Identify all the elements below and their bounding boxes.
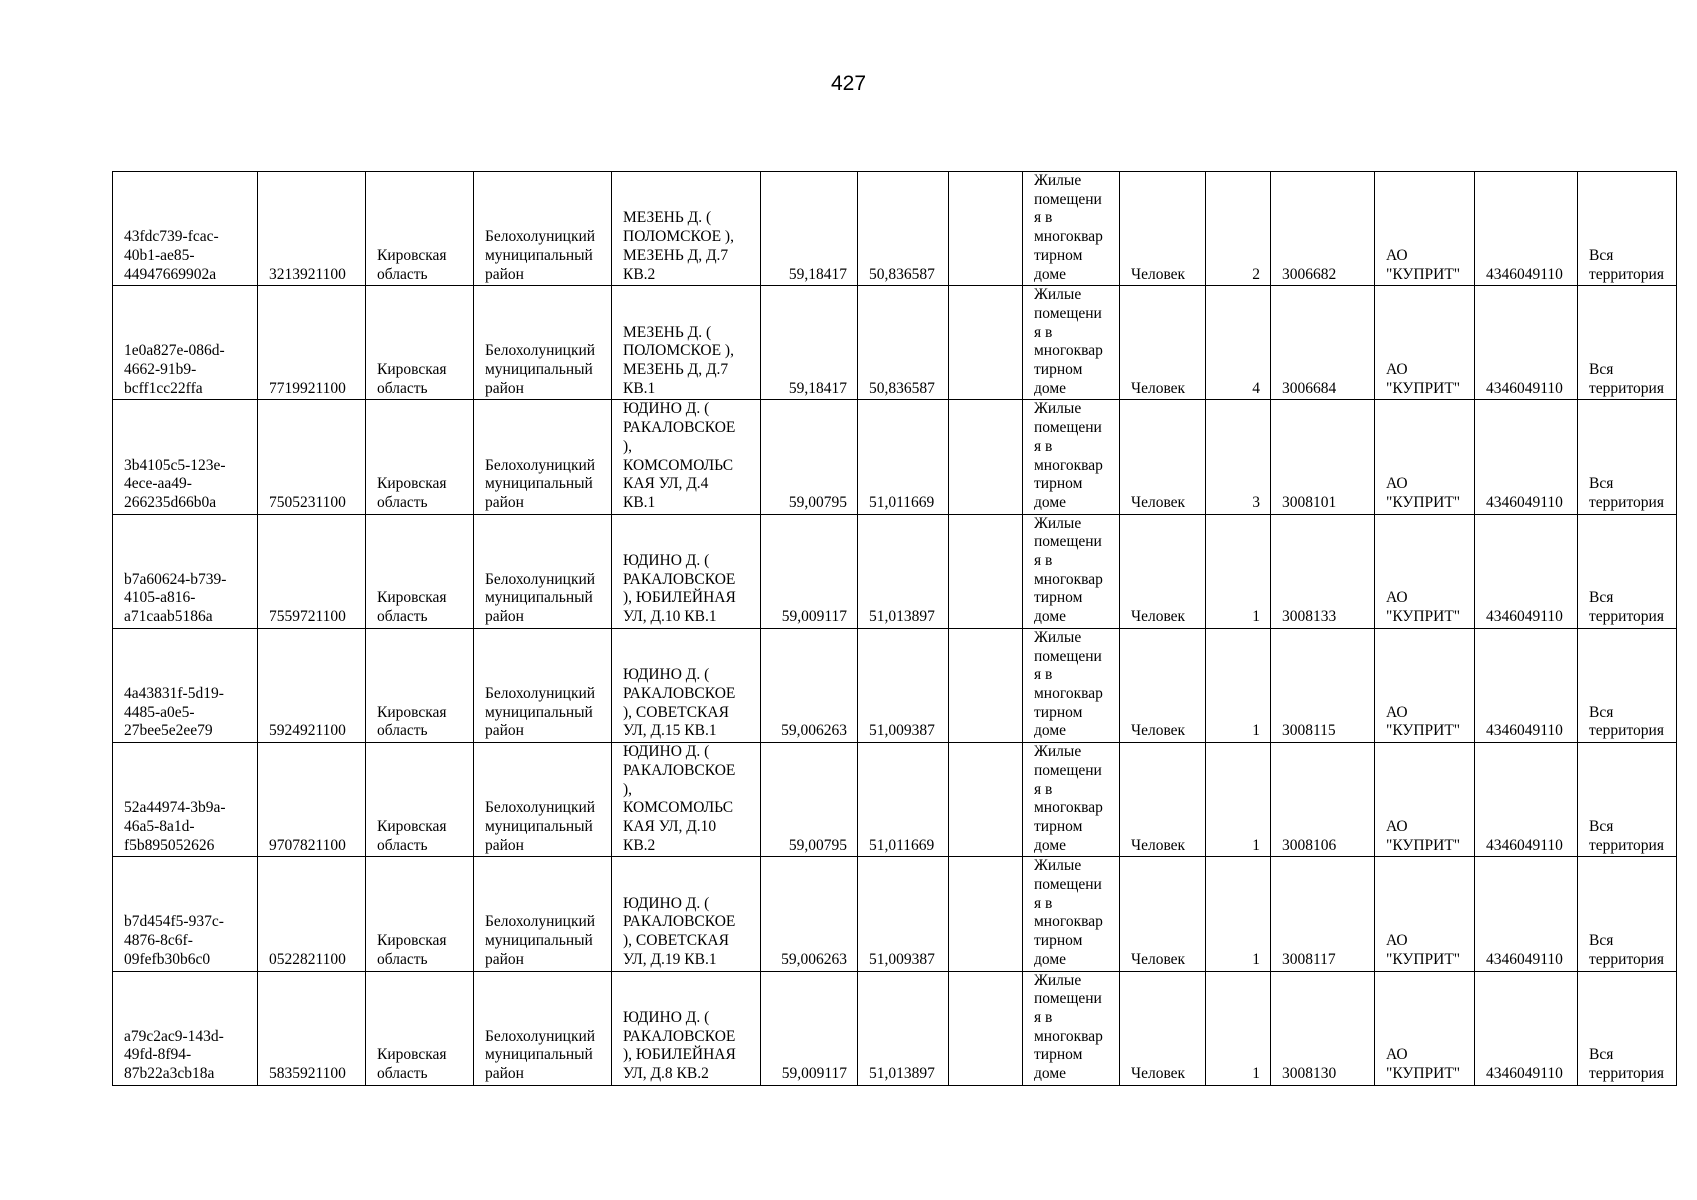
address-cell: ЮДИНО Д. ( РАКАЛОВСКОЕ ), ЮБИЛЕЙНАЯ УЛ, Д.10 КВ.1: [612, 514, 761, 628]
empty-cell: [949, 628, 1023, 742]
inn-cell: 4346049110: [1475, 971, 1578, 1085]
address-cell: ЮДИНО Д. ( РАКАЛОВСКОЕ ), СОВЕТСКАЯ УЛ, Д.15 КВ.1: [612, 628, 761, 742]
table-body: [113, 172, 1677, 1086]
district-cell: Белохолуницкий муниципальный район: [474, 400, 612, 514]
record-id-cell: b7a60624-b739- 4105-a816- a71caab5186a: [113, 514, 258, 628]
oktmo-code-cell: 3213921100: [258, 172, 366, 286]
inn-cell: 4346049110: [1475, 743, 1578, 857]
latitude-cell: 59,00795: [761, 400, 858, 514]
oktmo-code-cell: 0522821100: [258, 857, 366, 971]
premises-type-cell: Жилые помещени я в многоквар тирном доме: [1023, 172, 1120, 286]
record-id-cell: 4a43831f-5d19- 4485-a0e5- 27bee5e2ee79: [113, 628, 258, 742]
district-cell: Белохолуницкий муниципальный район: [474, 857, 612, 971]
longitude-cell: 51,013897: [858, 971, 949, 1085]
unit-cell: Человек: [1120, 628, 1206, 742]
district-cell: Белохолуницкий муниципальный район: [474, 286, 612, 400]
latitude-cell: 59,009117: [761, 971, 858, 1085]
territory-cell: Вся территория: [1578, 286, 1677, 400]
region-cell: Кировская область: [366, 172, 474, 286]
organization-cell: АО "КУПРИТ": [1375, 514, 1475, 628]
record-id-cell: 3b4105c5-123e- 4ece-aa49- 266235d66b0a: [113, 400, 258, 514]
territory-cell: Вся территория: [1578, 400, 1677, 514]
unit-cell: Человек: [1120, 514, 1206, 628]
premises-type-cell: Жилые помещени я в многоквар тирном доме: [1023, 628, 1120, 742]
oktmo-code-cell: 9707821100: [258, 743, 366, 857]
district-cell: Белохолуницкий муниципальный район: [474, 172, 612, 286]
record-id-cell: b7d454f5-937c- 4876-8c6f- 09fefb30b6c0: [113, 857, 258, 971]
table-row: [113, 743, 1677, 857]
inn-cell: 4346049110: [1475, 172, 1578, 286]
district-cell: Белохолуницкий муниципальный район: [474, 971, 612, 1085]
oktmo-code-cell: 7505231100: [258, 400, 366, 514]
longitude-cell: 51,011669: [858, 400, 949, 514]
record-id-cell: 43fdc739-fcac- 40b1-ae85- 44947669902a: [113, 172, 258, 286]
premises-type-cell: Жилые помещени я в многоквар тирном доме: [1023, 743, 1120, 857]
premises-type-cell: Жилые помещени я в многоквар тирном доме: [1023, 514, 1120, 628]
organization-cell: АО "КУПРИТ": [1375, 172, 1475, 286]
latitude-cell: 59,009117: [761, 514, 858, 628]
page-number: 427: [830, 72, 867, 95]
premises-type-cell: Жилые помещени я в многоквар тирном доме: [1023, 857, 1120, 971]
latitude-cell: 59,006263: [761, 628, 858, 742]
record-id-cell: a79c2ac9-143d- 49fd-8f94- 87b22a3cb18a: [113, 971, 258, 1085]
account-number-cell: 3008117: [1271, 857, 1375, 971]
organization-cell: АО "КУПРИТ": [1375, 628, 1475, 742]
count-cell: 1: [1206, 514, 1271, 628]
inn-cell: 4346049110: [1475, 400, 1578, 514]
unit-cell: Человек: [1120, 857, 1206, 971]
account-number-cell: 3006682: [1271, 172, 1375, 286]
region-cell: Кировская область: [366, 628, 474, 742]
registry-table: [112, 171, 1677, 1086]
region-cell: Кировская область: [366, 971, 474, 1085]
unit-cell: Человек: [1120, 971, 1206, 1085]
organization-cell: АО "КУПРИТ": [1375, 971, 1475, 1085]
address-cell: ЮДИНО Д. ( РАКАЛОВСКОЕ ), КОМСОМОЛЬС КАЯ УЛ, Д.10 КВ.2: [612, 743, 761, 857]
count-cell: 1: [1206, 857, 1271, 971]
account-number-cell: 3008115: [1271, 628, 1375, 742]
empty-cell: [949, 286, 1023, 400]
table-row: [113, 628, 1677, 742]
empty-cell: [949, 400, 1023, 514]
organization-cell: АО "КУПРИТ": [1375, 286, 1475, 400]
account-number-cell: 3006684: [1271, 286, 1375, 400]
organization-cell: АО "КУПРИТ": [1375, 857, 1475, 971]
oktmo-code-cell: 5835921100: [258, 971, 366, 1085]
latitude-cell: 59,00795: [761, 743, 858, 857]
longitude-cell: 50,836587: [858, 172, 949, 286]
empty-cell: [949, 172, 1023, 286]
latitude-cell: 59,18417: [761, 286, 858, 400]
longitude-cell: 51,009387: [858, 628, 949, 742]
region-cell: Кировская область: [366, 743, 474, 857]
premises-type-cell: Жилые помещени я в многоквар тирном доме: [1023, 400, 1120, 514]
region-cell: Кировская область: [366, 286, 474, 400]
district-cell: Белохолуницкий муниципальный район: [474, 514, 612, 628]
count-cell: 4: [1206, 286, 1271, 400]
longitude-cell: 51,009387: [858, 857, 949, 971]
table-row: [113, 172, 1677, 286]
district-cell: Белохолуницкий муниципальный район: [474, 628, 612, 742]
account-number-cell: 3008101: [1271, 400, 1375, 514]
territory-cell: Вся территория: [1578, 857, 1677, 971]
latitude-cell: 59,006263: [761, 857, 858, 971]
account-number-cell: 3008106: [1271, 743, 1375, 857]
table-row: [113, 400, 1677, 514]
address-cell: МЕЗЕНЬ Д. ( ПОЛОМСКОЕ ), МЕЗЕНЬ Д, Д.7 КВ.1: [612, 286, 761, 400]
record-id-cell: 52a44974-3b9a- 46a5-8a1d- f5b895052626: [113, 743, 258, 857]
region-cell: Кировская область: [366, 514, 474, 628]
territory-cell: Вся территория: [1578, 514, 1677, 628]
territory-cell: Вся территория: [1578, 628, 1677, 742]
count-cell: 1: [1206, 743, 1271, 857]
unit-cell: Человек: [1120, 286, 1206, 400]
latitude-cell: 59,18417: [761, 172, 858, 286]
account-number-cell: 3008133: [1271, 514, 1375, 628]
territory-cell: Вся территория: [1578, 971, 1677, 1085]
region-cell: Кировская область: [366, 400, 474, 514]
territory-cell: Вся территория: [1578, 743, 1677, 857]
table-row: [113, 857, 1677, 971]
address-cell: ЮДИНО Д. ( РАКАЛОВСКОЕ ), ЮБИЛЕЙНАЯ УЛ, Д.8 КВ.2: [612, 971, 761, 1085]
record-id-cell: 1e0a827e-086d- 4662-91b9- bcff1cc22ffa: [113, 286, 258, 400]
address-cell: ЮДИНО Д. ( РАКАЛОВСКОЕ ), СОВЕТСКАЯ УЛ, Д.19 КВ.1: [612, 857, 761, 971]
oktmo-code-cell: 7719921100: [258, 286, 366, 400]
premises-type-cell: Жилые помещени я в многоквар тирном доме: [1023, 286, 1120, 400]
table-row: [113, 971, 1677, 1085]
territory-cell: Вся территория: [1578, 172, 1677, 286]
organization-cell: АО "КУПРИТ": [1375, 743, 1475, 857]
inn-cell: 4346049110: [1475, 514, 1578, 628]
longitude-cell: 50,836587: [858, 286, 949, 400]
premises-type-cell: Жилые помещени я в многоквар тирном доме: [1023, 971, 1120, 1085]
empty-cell: [949, 743, 1023, 857]
address-cell: МЕЗЕНЬ Д. ( ПОЛОМСКОЕ ), МЕЗЕНЬ Д, Д.7 КВ.2: [612, 172, 761, 286]
region-cell: Кировская область: [366, 857, 474, 971]
oktmo-code-cell: 7559721100: [258, 514, 366, 628]
table-row: [113, 286, 1677, 400]
empty-cell: [949, 971, 1023, 1085]
count-cell: 2: [1206, 172, 1271, 286]
district-cell: Белохолуницкий муниципальный район: [474, 743, 612, 857]
count-cell: 3: [1206, 400, 1271, 514]
unit-cell: Человек: [1120, 400, 1206, 514]
oktmo-code-cell: 5924921100: [258, 628, 366, 742]
unit-cell: Человек: [1120, 172, 1206, 286]
longitude-cell: 51,011669: [858, 743, 949, 857]
unit-cell: Человек: [1120, 743, 1206, 857]
longitude-cell: 51,013897: [858, 514, 949, 628]
count-cell: 1: [1206, 971, 1271, 1085]
inn-cell: 4346049110: [1475, 857, 1578, 971]
table-row: [113, 514, 1677, 628]
count-cell: 1: [1206, 628, 1271, 742]
inn-cell: 4346049110: [1475, 286, 1578, 400]
account-number-cell: 3008130: [1271, 971, 1375, 1085]
empty-cell: [949, 857, 1023, 971]
organization-cell: АО "КУПРИТ": [1375, 400, 1475, 514]
address-cell: ЮДИНО Д. ( РАКАЛОВСКОЕ ), КОМСОМОЛЬС КАЯ УЛ, Д.4 КВ.1: [612, 400, 761, 514]
inn-cell: 4346049110: [1475, 628, 1578, 742]
empty-cell: [949, 514, 1023, 628]
